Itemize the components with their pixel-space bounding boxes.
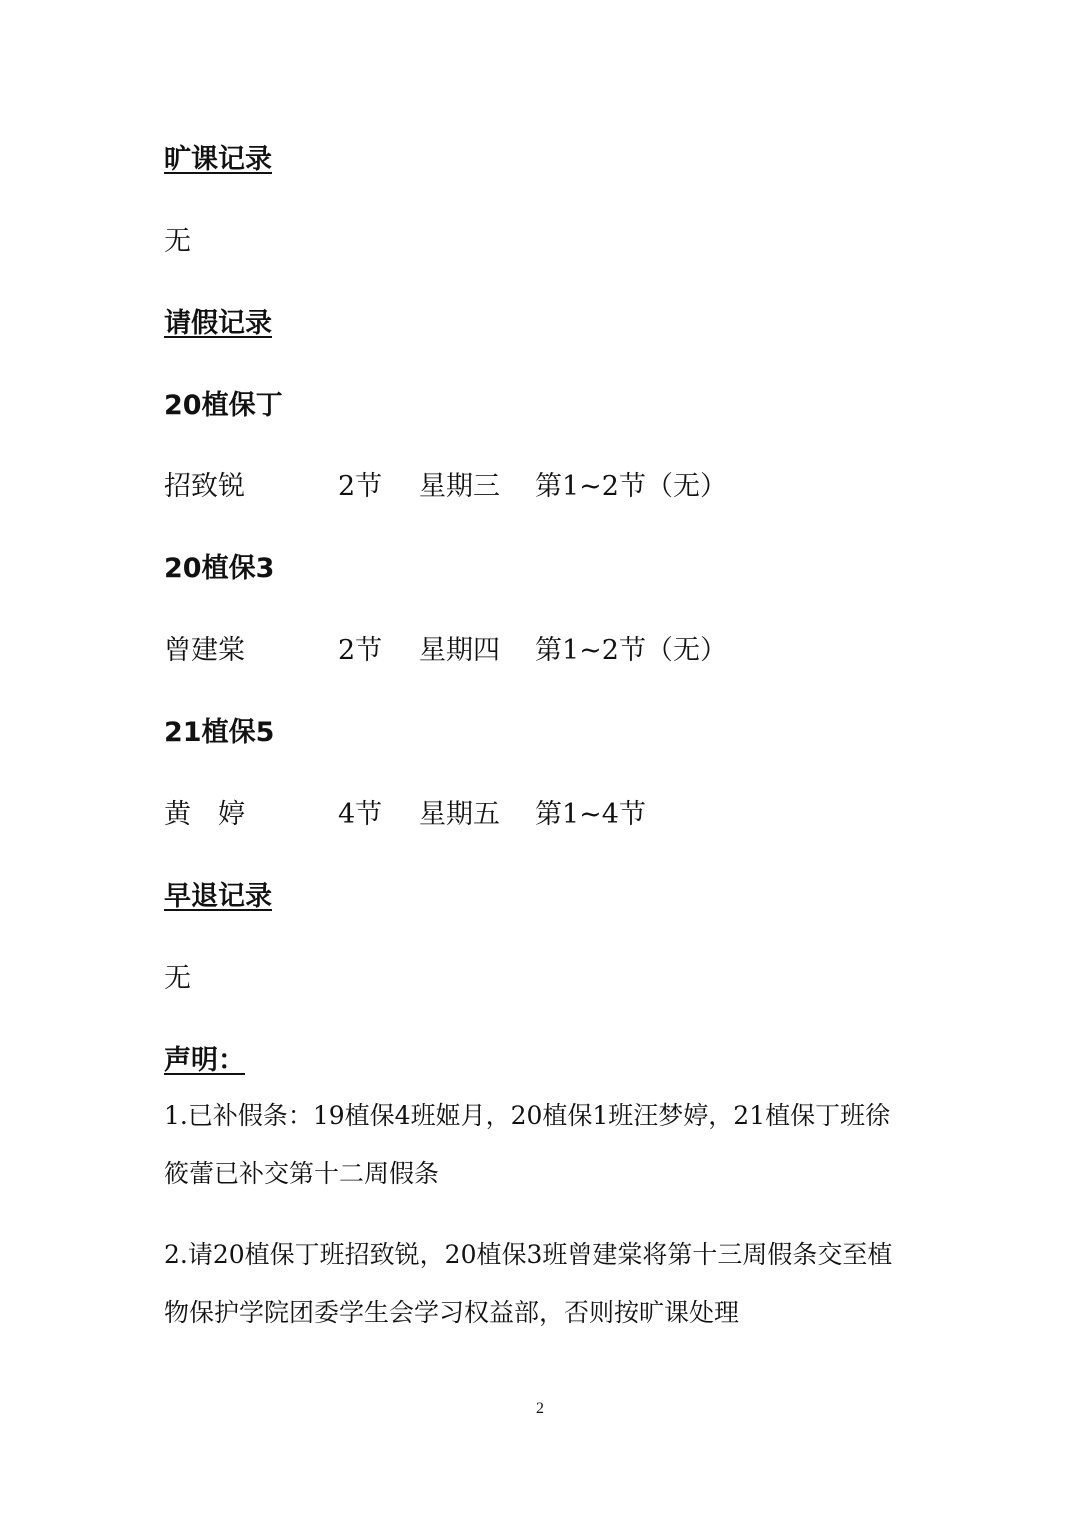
student-name: 曾建棠 [164, 635, 245, 666]
early-leave-heading: 早退记录 [164, 881, 272, 912]
early-leave-content: 无 [164, 963, 191, 994]
leave-class-heading: 20植保丁 [164, 390, 283, 421]
leave-class-heading: 20植保3 [164, 553, 275, 584]
student-name: 黄 婷 [164, 799, 245, 830]
period-count: 2节 [338, 471, 383, 502]
class-periods: 第1~4节 [535, 799, 646, 830]
absence-content: 无 [164, 226, 191, 257]
weekday: 星期四 [419, 635, 500, 666]
statement-heading: 声明： [164, 1045, 245, 1076]
statement-item-line: 物保护学院团委学生会学习权益部，否则按旷课处理 [164, 1298, 740, 1327]
period-count: 4节 [338, 799, 383, 830]
statement-item-line: 1.已补假条：19植保4班姬月，20植保1班汪梦婷，21植保丁班徐 [164, 1101, 891, 1130]
statement-item-line: 筱蕾已补交第十二周假条 [164, 1159, 440, 1188]
page-number: 2 [536, 1400, 544, 1417]
leave-class-heading: 21植保5 [164, 717, 275, 748]
period-count: 2节 [338, 635, 383, 666]
statement-item-line: 2.请20植保丁班招致锐，20植保3班曾建棠将第十三周假条交至植 [164, 1240, 893, 1269]
student-name: 招致锐 [164, 471, 245, 502]
class-periods: 第1~2节（无） [535, 635, 727, 666]
weekday: 星期三 [419, 471, 500, 502]
class-periods: 第1~2节（无） [535, 471, 727, 502]
absence-heading: 旷课记录 [164, 144, 272, 175]
leave-heading: 请假记录 [164, 308, 272, 339]
weekday: 星期五 [419, 799, 500, 830]
